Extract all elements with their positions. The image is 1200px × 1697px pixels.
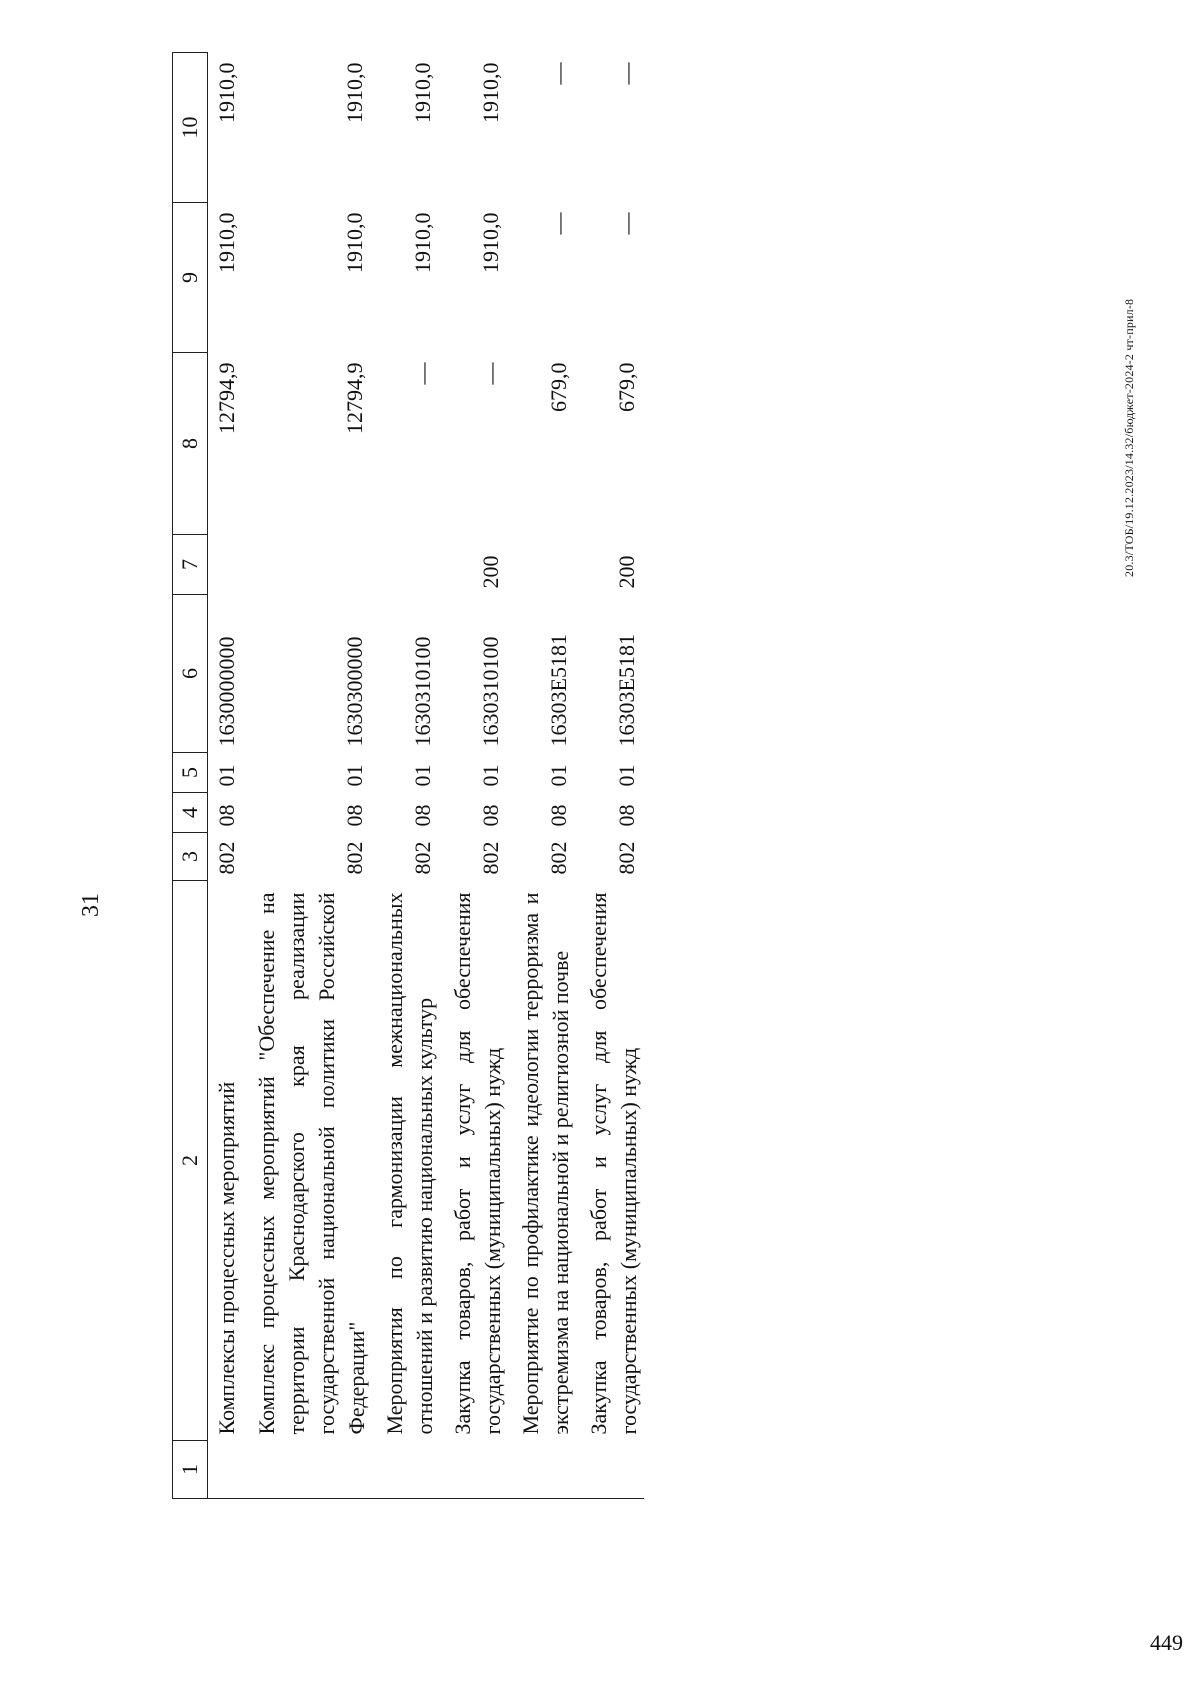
row-name: Закупка товаров, работ и услуг для обеспечения государственных (муниципальных) нужд [450, 892, 505, 1435]
cell-target-article: 16303E5181 [546, 634, 571, 747]
cell-target-article: 1630300000 [342, 636, 367, 747]
row-name: Мероприятия по гармонизации межнациональных отношений и развитию национальных культур [382, 892, 437, 1435]
cell-section: 08 [342, 804, 367, 827]
page-number: 31 [78, 893, 104, 917]
cell-amount-2025: 1910,0 [410, 212, 435, 273]
cell-amount-2025: — [614, 212, 639, 235]
cell-subsection: 01 [614, 764, 639, 787]
row-number-cell [576, 1441, 644, 1499]
row-number-cell [208, 1441, 245, 1499]
col-header-6: 6 [173, 595, 208, 753]
cell-subsection: 01 [214, 764, 239, 787]
cell-target-article: 1630310100 [478, 636, 503, 747]
cell-amount-2026: 1910,0 [478, 62, 503, 123]
table-row [372, 53, 440, 1499]
col-header-7: 7 [173, 535, 208, 595]
col-header-4: 4 [173, 793, 208, 833]
cell-amount-2025: — [546, 212, 571, 235]
cell-ministry-code: 802 [214, 841, 239, 875]
cell-ministry-code: 802 [614, 841, 639, 875]
cell-amount-2026: 1910,0 [410, 62, 435, 123]
row-number-cell [508, 1441, 576, 1499]
row-name: Закупка товаров, работ и услуг для обеспечения государственных (муниципальных) нужд [586, 892, 641, 1435]
row-name: Комплекс процессных мероприятий "Обеспечение на территории Краснодарского края реализации государственной национальной политики Российской Федерации" [254, 892, 369, 1435]
col-header-9: 9 [173, 203, 208, 353]
col-header-2: 2 [173, 881, 208, 1441]
cell-expense-type [372, 535, 440, 595]
row-number-cell [372, 1441, 440, 1499]
document-footer-code: 20.3/ТОБ/19.12.2023/14.32/бюджет-2024-2 чт-прил-8 [1122, 298, 1136, 577]
cell-section: 08 [214, 804, 239, 827]
cell-amount-2024: 12794,9 [214, 362, 239, 434]
cell-subsection: 01 [478, 764, 503, 787]
cell-amount-2024: 679,0 [546, 362, 571, 412]
cell-amount-2025: 1910,0 [478, 212, 503, 273]
table-row [576, 53, 644, 1499]
budget-table [172, 52, 644, 1499]
cell-section: 08 [546, 804, 571, 827]
table-row [440, 53, 508, 1499]
col-header-8: 8 [173, 353, 208, 535]
cell-expense-type [508, 535, 576, 595]
cell-expense-type [244, 535, 372, 595]
cell-amount-2026: 1910,0 [342, 62, 367, 123]
col-header-10: 10 [173, 53, 208, 203]
table-row [508, 53, 576, 1499]
col-header-1: 1 [173, 1441, 208, 1499]
table-row [208, 53, 245, 1499]
cell-expense-type: 200 [614, 555, 639, 589]
cell-subsection: 01 [342, 764, 367, 787]
cell-subsection: 01 [546, 764, 571, 787]
cell-expense-type [208, 535, 245, 595]
cell-ministry-code: 802 [410, 841, 435, 875]
cell-ministry-code: 802 [546, 841, 571, 875]
cell-amount-2024: 12794,9 [342, 362, 367, 434]
table-header-row [173, 53, 208, 1499]
corner-page-number: 449 [1150, 1630, 1183, 1655]
row-number-cell [440, 1441, 508, 1499]
row-name: Мероприятие по профилактике идеологии терроризма и экстремизма на национальной и религиозной почве [518, 892, 573, 1435]
cell-amount-2024: — [410, 362, 435, 385]
cell-amount-2025: 1910,0 [214, 212, 239, 273]
cell-subsection: 01 [410, 764, 435, 787]
cell-amount-2025: 1910,0 [342, 212, 367, 273]
cell-expense-type: 200 [478, 555, 503, 589]
row-number-cell [244, 1441, 372, 1499]
cell-ministry-code: 802 [342, 841, 367, 875]
cell-section: 08 [410, 804, 435, 827]
cell-amount-2026: — [546, 62, 571, 85]
cell-amount-2026: — [614, 62, 639, 85]
cell-amount-2024: — [478, 362, 503, 385]
cell-ministry-code: 802 [478, 841, 503, 875]
cell-section: 08 [614, 804, 639, 827]
table-row [244, 53, 372, 1499]
cell-target-article: 16303E5181 [614, 634, 639, 747]
col-header-3: 3 [173, 833, 208, 881]
cell-amount-2026: 1910,0 [214, 62, 239, 123]
col-header-5: 5 [173, 753, 208, 793]
cell-target-article: 1630310100 [410, 636, 435, 747]
cell-amount-2024: 679,0 [614, 362, 639, 412]
cell-section: 08 [478, 804, 503, 827]
row-name: Комплексы процессных мероприятий [214, 1081, 239, 1435]
cell-target-article: 1630000000 [214, 636, 239, 747]
